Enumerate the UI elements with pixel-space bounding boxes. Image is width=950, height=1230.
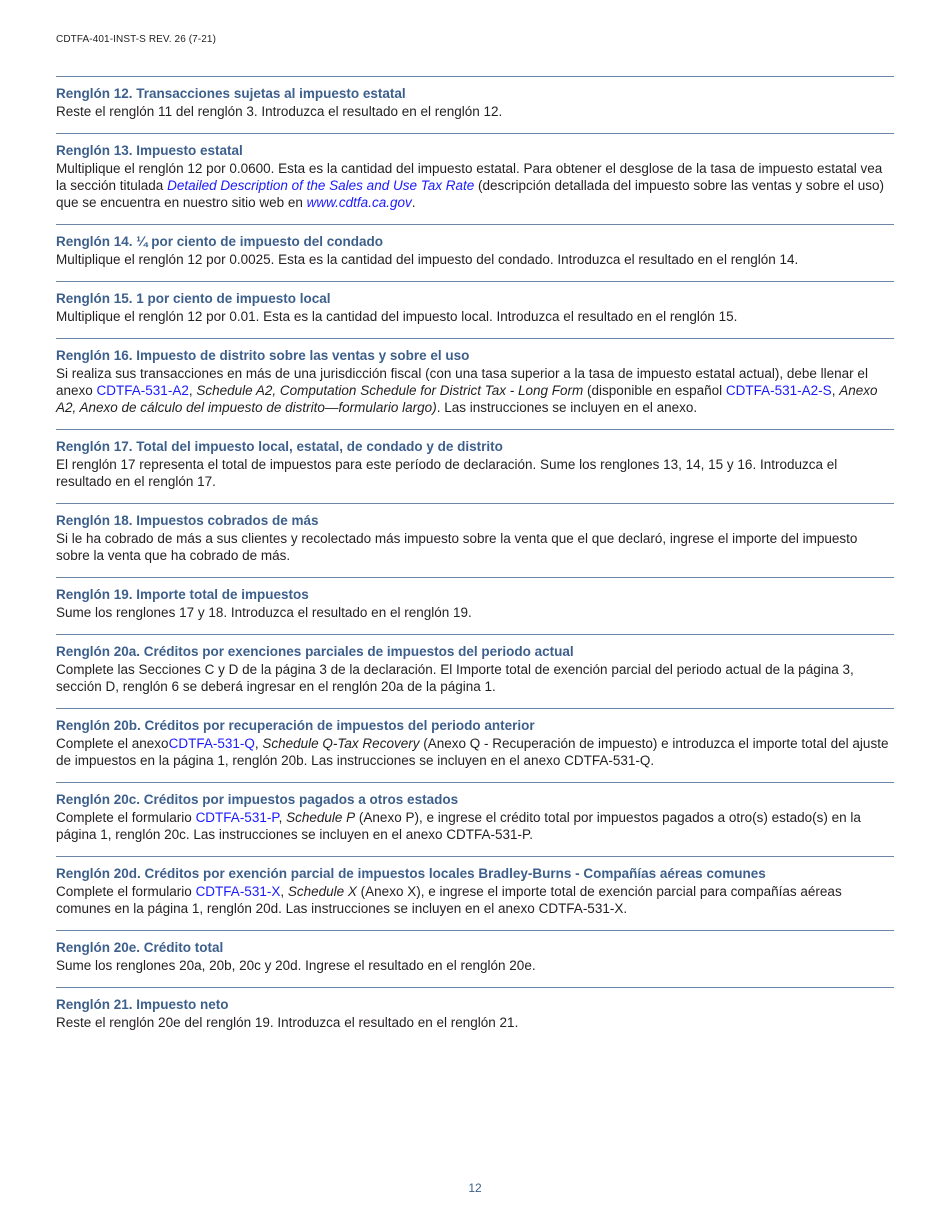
section-body — [56, 160, 894, 211]
section-body: Complete las Secciones C y D de la página 3 de la declaración. El Importe total de exención parcial del periodo actual de la página 3, sección D, renglón 6 se deberá ingresar en el renglón 20a de la página 1. — [56, 662, 854, 694]
section-body: Sume los renglones 20a, 20b, 20c y 20d. Ingrese el resultado en el renglón 20e. — [56, 958, 536, 973]
schedule-title: Schedule P — [286, 810, 356, 825]
schedule-title: Anexo A2, Anexo de cálculo del impuesto de distrito—formulario largo) — [56, 383, 878, 415]
body-text: Complete el formulario — [56, 884, 196, 899]
section-body — [56, 883, 894, 917]
section-title: Renglón 16. Impuesto de distrito sobre las ventas y sobre el uso — [56, 348, 470, 363]
section-line-14 — [56, 224, 894, 281]
section-line-20a — [56, 634, 894, 708]
sales-use-tax-rate-link[interactable]: Detailed Description of the Sales and Use Tax Rate — [167, 178, 475, 193]
section-line-13 — [56, 133, 894, 224]
section-body: Sume los renglones 17 y 18. Introduzca el resultado en el renglón 19. — [56, 605, 472, 620]
section-line-18 — [56, 503, 894, 577]
section-body — [56, 735, 894, 769]
section-line-15 — [56, 281, 894, 338]
section-title: Renglón 20e. Crédito total — [56, 940, 224, 955]
schedule-title: Schedule Q-Tax Recovery — [262, 736, 420, 751]
body-text: , — [254, 736, 263, 751]
cdtfa-531-x-link[interactable]: CDTFA-531-X — [195, 884, 281, 899]
section-title: Renglón 20b. Créditos por recuperación de impuestos del periodo anterior — [56, 718, 535, 733]
section-body — [56, 809, 894, 843]
section-line-21 — [56, 987, 894, 1044]
body-text: Multiplique el renglón 12 por 0.0600. Esta es la cantidad del impuesto estatal. Para obtener el desglose de la tasa de impuesto estatal vea la sección titulada — [56, 161, 883, 193]
section-title: Renglón 20d. Créditos por exención parcial de impuestos locales Bradley-Burns - Compañías aéreas comunes — [56, 866, 766, 881]
body-text: Si realiza sus transacciones en más de una jurisdicción fiscal (con una tasa superior a la tasa de impuesto estatal actual), debe llenar el anexo — [56, 366, 868, 398]
section-line-20c — [56, 782, 894, 856]
form-id: CDTFA-401-INST-S REV. 26 (7-21) — [56, 34, 217, 45]
section-body: Reste el renglón 20e del renglón 19. Introduzca el resultado en el renglón 21. — [56, 1015, 519, 1030]
section-title: Renglón 18. Impuestos cobrados de más — [56, 513, 319, 528]
section-line-19 — [56, 577, 894, 634]
section-body — [56, 365, 894, 416]
section-body: El renglón 17 representa el total de impuestos para este período de declaración. Sume los renglones 13, 14, 15 y 16. Introduzca el resultado en el renglón 17. — [56, 457, 838, 489]
section-title: Renglón 20c. Créditos por impuestos pagados a otros estados — [56, 792, 459, 807]
cdtfa-531-q-link[interactable]: CDTFA-531-Q — [168, 736, 255, 751]
section-line-17 — [56, 429, 894, 503]
section-body: Reste el renglón 11 del renglón 3. Introduzca el resultado en el renglón 12. — [56, 104, 503, 119]
section-line-12 — [56, 76, 894, 133]
body-text: , — [831, 383, 840, 398]
section-line-20e — [56, 930, 894, 987]
body-text: , — [188, 383, 197, 398]
body-text: Complete el anexo — [56, 736, 169, 751]
section-body: Multiplique el renglón 12 por 0.01. Esta es la cantidad del impuesto local. Introduzca el resultado en el renglón 15. — [56, 309, 738, 324]
body-text: , — [280, 884, 288, 899]
section-line-20d — [56, 856, 894, 930]
section-title: Renglón 17. Total del impuesto local, estatal, de condado y de distrito — [56, 439, 503, 454]
body-text: , — [278, 810, 287, 825]
section-line-16 — [56, 338, 894, 429]
section-body: Multiplique el renglón 12 por 0.0025. Esta es la cantidad del impuesto del condado. Introduzca el resultado en el renglón 14. — [56, 252, 799, 267]
section-title: Renglón 15. 1 por ciento de impuesto local — [56, 291, 331, 306]
cdtfa-531-a2-s-link[interactable]: CDTFA-531-A2-S — [725, 383, 832, 398]
section-title: Renglón 19. Importe total de impuestos — [56, 587, 309, 602]
body-text: . Las instrucciones se incluyen en el anexo. — [436, 400, 698, 415]
body-text: . — [411, 195, 416, 210]
section-title: Renglón 14. ¼ por ciento de impuesto del condado — [56, 234, 384, 249]
section-body: Si le ha cobrado de más a sus clientes y recolectado más impuesto sobre la venta que el que declaró, ingrese el importe del impuesto sobre la venta que ha cobrado de más. — [56, 531, 858, 563]
cdtfa-531-p-link[interactable]: CDTFA-531-P — [195, 810, 279, 825]
section-line-20b — [56, 708, 894, 782]
page-number: 12 — [468, 1181, 482, 1195]
section-title: Renglón 21. Impuesto neto — [56, 997, 229, 1012]
section-title: Renglón 13. Impuesto estatal — [56, 143, 243, 158]
schedule-title: Schedule A2, Computation Schedule for District Tax - Long Form — [196, 383, 584, 398]
section-title: Renglón 12. Transacciones sujetas al impuesto estatal — [56, 86, 406, 101]
body-text: (descripción detallada del impuesto sobre las ventas y sobre el uso) que se encuentra en nuestro sitio web en — [56, 178, 884, 210]
instructions-content — [56, 76, 894, 1044]
body-text: (Anexo X), e ingrese el importe total de exención parcial para compañías aéreas comunes en la página 1, renglón 20d. Las instrucciones se incluyen en el anexo CDTFA-531-X. — [56, 884, 842, 916]
cdtfa-531-a2-link[interactable]: CDTFA-531-A2 — [96, 383, 189, 398]
body-text: (Anexo P), e ingrese el crédito total por impuestos pagados a otro(s) estado(s) en la página 1, renglón 20c. Las instrucciones se incluyen en el anexo CDTFA-531-P. — [56, 810, 861, 842]
schedule-title: Schedule X — [287, 884, 357, 899]
section-title: Renglón 20a. Créditos por exenciones parciales de impuestos del periodo actual — [56, 644, 574, 659]
cdtfa-website-link[interactable]: www.cdtfa.ca.gov — [306, 195, 412, 210]
body-text: Complete el formulario — [56, 810, 196, 825]
body-text: (disponible en español — [583, 383, 726, 398]
body-text: (Anexo Q - Recuperación de impuesto) e introduzca el importe total del ajuste de impuestos en la página 1, renglón 20b. Las instrucciones se incluyen en el anexo CDTFA-531-Q. — [56, 736, 889, 768]
